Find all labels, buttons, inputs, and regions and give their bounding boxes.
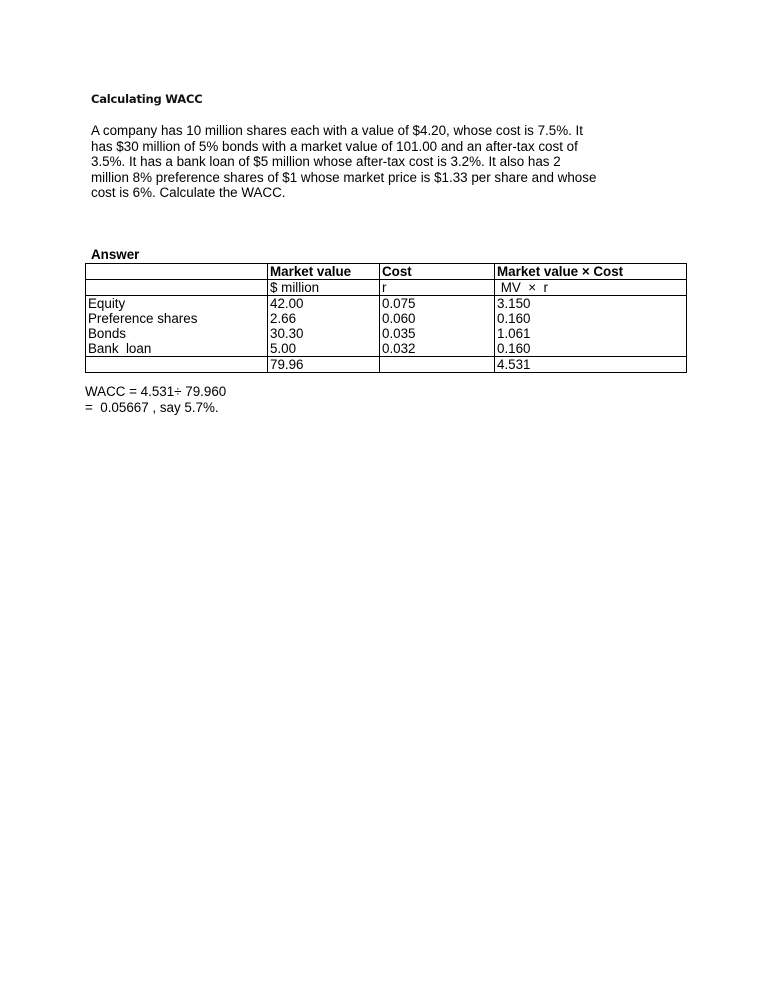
table-cell: Equity (86, 296, 268, 312)
table-header-row (86, 264, 687, 280)
table-cell (86, 357, 268, 373)
answer-heading: Answer (91, 247, 140, 262)
table-cell: $ million (268, 280, 380, 296)
table-cell: 2.66 (268, 311, 380, 326)
problem-line: A company has 10 million shares each with a value of $4.20, whose cost is 7.5%. It (91, 123, 584, 138)
table-cell: 42.00 (268, 296, 380, 312)
table-cell: Bonds (86, 326, 268, 341)
table-cell: 0.160 (495, 311, 687, 326)
table-row (86, 296, 687, 312)
table-cell: 0.035 (380, 326, 495, 341)
problem-line: has $30 million of 5% bonds with a market value of 101.00 and an after-tax cost of (91, 138, 578, 154)
table-cell: Bank loan (86, 341, 268, 357)
table-header-cell: Cost (380, 264, 495, 280)
table-cell (86, 280, 268, 296)
table-header-cell: Market value (268, 264, 380, 280)
table-cell: 0.075 (380, 296, 495, 312)
table-cell: 79.96 (268, 357, 380, 373)
table-cell: 5.00 (268, 341, 380, 357)
table-cell: 0.032 (380, 341, 495, 357)
problem-line: 3.5%. It has a bank loan of $5 million whose after-tax cost is 3.2%. It also has 2 (91, 154, 561, 170)
table-row (86, 341, 687, 357)
problem-line: million 8% preference shares of $1 whose market price is $1.33 per share and whose (91, 169, 597, 185)
table-cell (380, 357, 495, 373)
table-cell: 4.531 (495, 357, 687, 373)
problem-statement (91, 123, 621, 201)
table-cell: r (380, 280, 495, 296)
table-row (86, 311, 687, 326)
table-cell: 30.30 (268, 326, 380, 341)
table-header-cell: Market value × Cost (495, 264, 687, 280)
table-cell: 0.060 (380, 311, 495, 326)
wacc-table (85, 263, 687, 373)
table-cell: 1.061 (495, 326, 687, 341)
table-row (86, 326, 687, 341)
table-unit-row (86, 280, 687, 296)
table-cell: 3.150 (495, 296, 687, 312)
table-cell: MV × r (495, 280, 687, 296)
table-cell: 0.160 (495, 341, 687, 357)
table-cell: Preference shares (86, 311, 268, 326)
table-header-cell (86, 264, 268, 280)
document-title: Calculating WACC (91, 92, 203, 106)
result-line: WACC = 4.531÷ 79.960 (85, 384, 227, 399)
table-total-row (86, 357, 687, 373)
wacc-result (85, 384, 226, 416)
result-line: = 0.05667 , say 5.7%. (85, 400, 219, 415)
problem-line: cost is 6%. Calculate the WACC. (91, 185, 286, 201)
